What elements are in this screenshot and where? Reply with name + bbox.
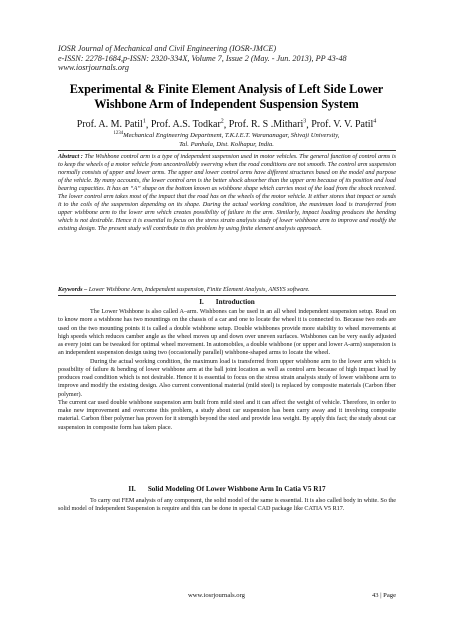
abstract-top-rule [58, 150, 396, 151]
paper-title [40, 82, 413, 112]
author-1: Prof. A. M. Patil$^1$ [76, 119, 146, 131]
section-1-body [58, 308, 396, 432]
affiliation [40, 130, 413, 149]
keywords [58, 286, 396, 294]
section-2-paragraph: To carry out FEM analysis of any component, the solid model of the same is essential. It is also called body in white. So the solid model of Independent Suspension is require and this can be done in special CAD package like CATIA V5 R17. [58, 498, 396, 513]
affiliation-line-2: Tal. Panhala, Dist. Kolhapur, India. [179, 140, 274, 148]
affiliation-line-1: Mechanical Engineering Department, T.K.I.E.T. Warananagar, Shivaji University, [123, 132, 340, 140]
footer-url: www.iosrjournals.org [188, 592, 245, 599]
section-1-paragraph: During the actual working condition, the maximum load is transferred from upper wishbone arm to the lower arm which is possibility of failure & bending of lower wishbone arm at the ball joint location as well as control arm because of high impact load by produces road condition which is not desirable. Hence it is essential to focus on the stress strain analysis study of lower wishbone arm to improve and modify the existing design. Also current conventional material (mild steel) is replaced by composite materials (Carbon fiber polymer). [58, 358, 396, 398]
keywords-text: Lower Wishbone Arm, Independent suspension, Finite Element Analysis, ANSYS software. [88, 287, 310, 293]
journal-header [58, 44, 398, 73]
page-number: 43 | Page [371, 592, 396, 599]
abstract-text: The Wishbone control arm is a type of independent suspension used in motor vehicles. The general function of control arms is to keep the wheels of a motor vehicle from uncontrollably swerving when the road conditions are not smooth. The control arm suspension normally consists of upper and lower arms. The upper and lower control arms have different structures based on the model and purpose of the vehicle. By many accounts, the lower control arm is the better shock absorber than the upper arm because of its position and load bearing capacities. It has an “A” shape on the bottom known as wishbone shape which carries most of the load from the shock received. The lower control arm takes most of the impact that the road has on the wheels of the motor vehicle. It either stores that impact or sends it to the coils of the suspension depending on its shape. During the actual working condition, the maximum load is transferred from upper wishbone arm to the lower arm which creates possibility of failure in the arm. Similarly, impact loading produces the bending which is not desirable. Hence it is essential to focus on the stress strain analysis study of lower wishbone arm to improve and modify the existing design. The present study will contribute in this problem by using finite element analysis approach. [58, 154, 396, 233]
title-line-1: Experimental & Finite Element Analysis of Left Side Lower [69, 82, 384, 96]
author-3: Prof. R. S .Mithari$^3$ [228, 119, 307, 131]
section-1-number: I. [199, 298, 204, 306]
section-1-title: Introduction [215, 298, 255, 306]
section-1-paragraph: The current car used double wishbone suspension arm built from mild steel and it can affect the weight of vehicle. Therefore, in order to make new improvement and overcome this problem, a study about car suspension has been carry away and it involving composite material. Carbon fiber polymer has proven for it strength beyond the steel and provide less weight. By apply this fact; the study about car suspension in composite form has taken place. [58, 399, 396, 431]
affiliation-marker: 1234 [113, 131, 124, 136]
section-2-title: Solid Modeling Of Lower Wishbone Arm In Catia V5 R17 [147, 485, 326, 493]
abstract-label: Abstract : [58, 154, 83, 160]
keywords-label: Keywords – [58, 287, 88, 293]
journal-issn: e-ISSN: 2278-1684,p-ISSN: 2320-334X, Volume 7, Issue 2 (May. - Jun. 2013), PP 43-48 [58, 53, 347, 63]
author-list: Prof. A. M. Patil$^1$, Prof. A.S. Todkar$^2$, Prof. R. S .Mithari$^3$, Prof. V. V. Patil$^4$ [76, 119, 377, 131]
journal-website: www.iosrjournals.org [58, 63, 129, 73]
journal-name: IOSR Journal of Mechanical and Civil Engineering (IOSR-JMCE) [58, 44, 277, 53]
abstract [58, 153, 396, 233]
author-4: Prof. V. V. Patil$^4$ [311, 119, 377, 131]
section-2-number: II. [128, 485, 136, 493]
author-2: Prof. A.S. Todkar$^2$ [150, 119, 224, 131]
section-1-heading [58, 298, 396, 307]
abstract-bottom-rule [58, 295, 396, 296]
section-2-body [58, 497, 396, 514]
section-1-paragraph: The Lower Wishbone is also called A–arm. Wishbones can be used in an all wheel independent suspension setup. Read on to know more a wishbone has two mountings on the chassis of a car and one to locate the wheel it is connected to. Because two rods are used on the two mounting points it is called a double wishbone setup. Double wishbones provide more stability to wheel movements at high speeds which reduces camber angle as the wheel moves up and down over uneven surfaces. Wishbones can be very easily adjusted as every joint can be tweaked for optimal wheel movement. In automobiles, a double wishbone (or upper and lower A-arm) suspension is an independent suspension design using two (occasionally parallel) wishbone-shaped arms to locate the wheel. [58, 309, 396, 357]
section-2-heading [58, 485, 396, 494]
title-line-2: Wishbone Arm of Independent Suspension System [94, 97, 359, 111]
